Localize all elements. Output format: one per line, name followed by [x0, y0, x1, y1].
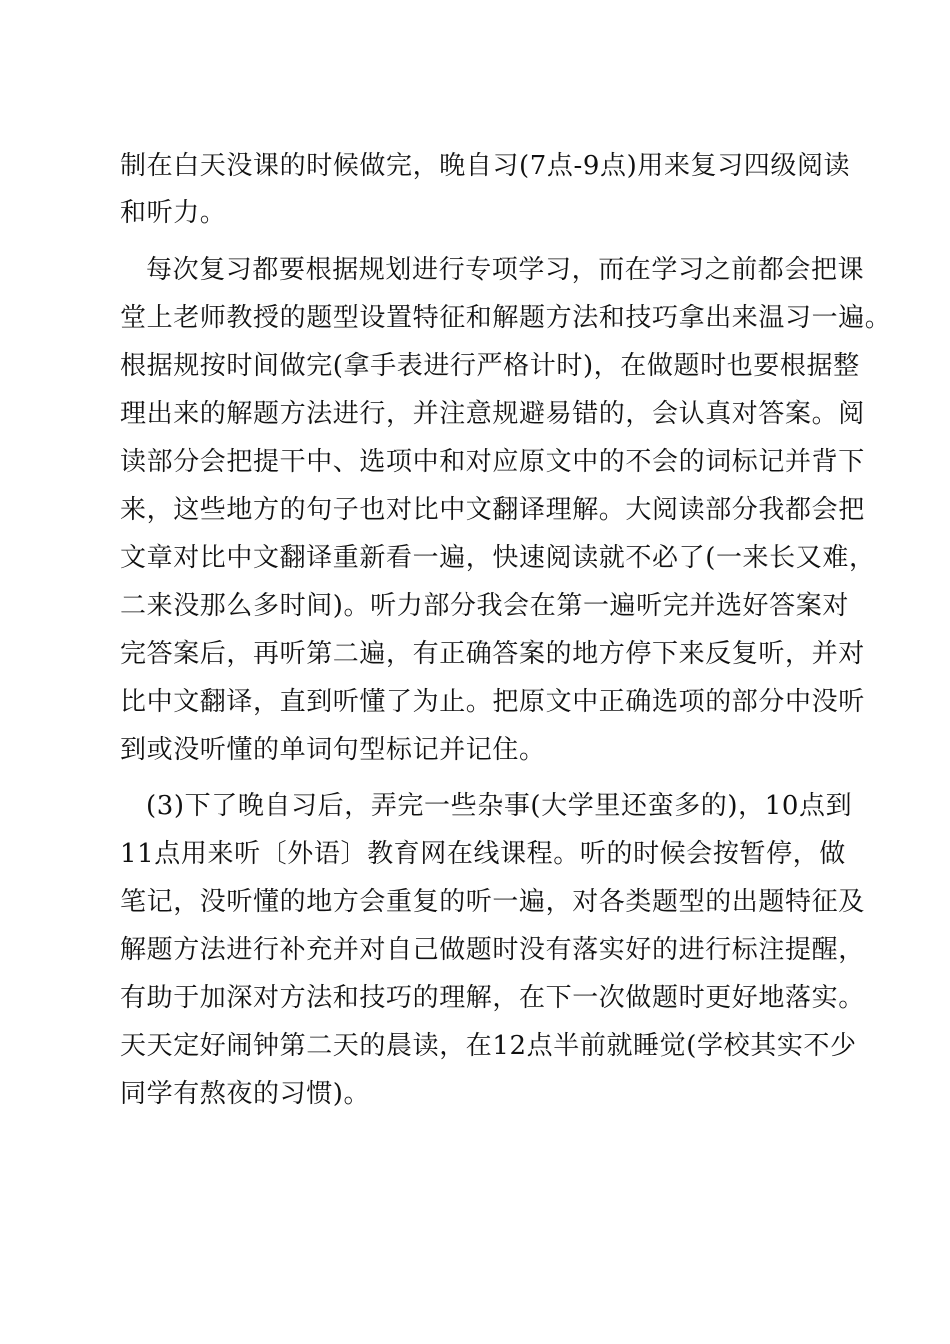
text-line-15: 11点用来听〔外语〕教育网在线课程。听的时候会按暂停，做 [120, 839, 846, 869]
text-line-18: 有助于加深对方法和技巧的理解，在下一次做题时更好地落实。 [120, 983, 865, 1013]
text-line-2: 和听力。 [120, 198, 227, 228]
text-line-20: 同学有熬夜的习惯)。 [120, 1079, 371, 1109]
text-line-17: 解题方法进行补充并对自己做题时没有落实好的进行标注提醒， [120, 935, 865, 965]
text-line-5: 根据规按时间做完(拿手表进行严格计时)，在做题时也要根据整 [120, 351, 860, 381]
text-line-1: 制在白天没课的时候做完，晚自习(7点-9点)用来复习四级阅读 [120, 151, 851, 181]
text-line-12: 比中文翻译，直到听懂了为止。把原文中正确选项的部分中没听 [120, 687, 865, 717]
text-line-11: 完答案后，再听第二遍，有正确答案的地方停下来反复听，并对 [120, 639, 865, 669]
text-line-10: 二来没那么多时间)。听力部分我会在第一遍听完并选好答案对 [120, 591, 849, 621]
text-line-6: 理出来的解题方法进行，并注意规避易错的，会认真对答案。阅 [120, 399, 865, 429]
text-line-14: (3)下了晚自习后，弄完一些杂事(大学里还蛮多的)，10点到 [146, 791, 853, 821]
text-line-3: 每次复习都要根据规划进行专项学习，而在学习之前都会把课 [146, 255, 865, 285]
text-line-8: 来，这些地方的句子也对比中文翻译理解。大阅读部分我都会把 [120, 495, 865, 525]
text-line-9: 文章对比中文翻译重新看一遍，快速阅读就不必了(一来长又难， [120, 543, 876, 573]
text-line-13: 到或没听懂的单词句型标记并记住。 [120, 735, 546, 765]
text-line-19: 天天定好闹钟第二天的晨读，在12点半前就睡觉(学校其实不少 [120, 1031, 857, 1061]
text-line-16: 笔记，没听懂的地方会重复的听一遍，对各类题型的出题特征及 [120, 887, 865, 917]
text-line-7: 读部分会把提干中、选项中和对应原文中的不会的词标记并背下 [120, 447, 865, 477]
text-line-4: 堂上老师教授的题型设置特征和解题方法和技巧拿出来温习一遍。 [120, 303, 892, 333]
